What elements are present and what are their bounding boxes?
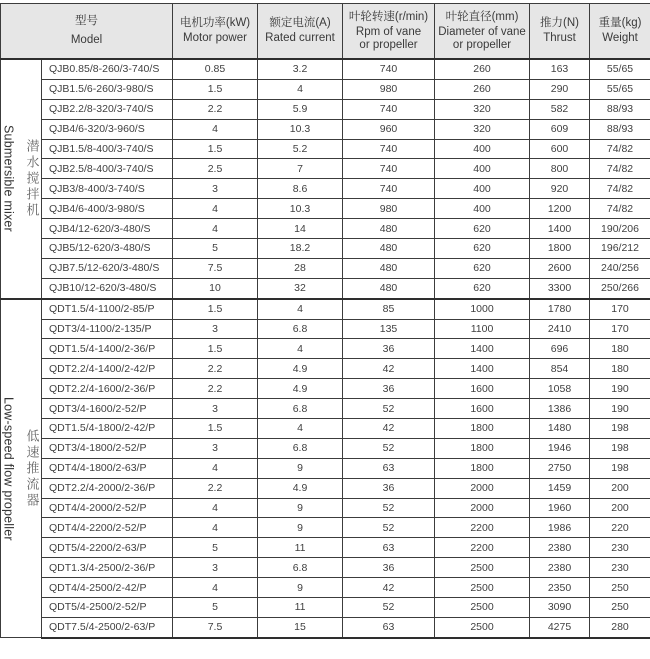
table-header [1, 4, 650, 60]
cell-model: QDT4/4-2500/2-42/P [42, 578, 173, 598]
cell-model: QDT1.5/4-1400/2-36/P [42, 339, 173, 359]
table-row [1, 278, 650, 298]
cell-rpm: 980 [343, 199, 435, 219]
cell-motor-power: 5 [173, 538, 258, 558]
table-row [1, 59, 650, 79]
cell-rpm: 36 [343, 558, 435, 578]
table-row [1, 179, 650, 199]
cell-weight: 198 [590, 419, 650, 439]
cell-model: QDT1.5/4-1100/2-85/P [42, 299, 173, 319]
cell-rpm: 480 [343, 258, 435, 278]
cell-motor-power: 0.85 [173, 59, 258, 79]
cell-weight: 180 [590, 359, 650, 379]
cell-motor-power: 2.5 [173, 159, 258, 179]
header-rpm [343, 4, 435, 60]
header-motor-power [173, 4, 258, 60]
cell-thrust: 2380 [530, 558, 590, 578]
table-row [1, 219, 650, 239]
cell-motor-power: 5 [173, 239, 258, 259]
table-row [1, 438, 650, 458]
cell-weight: 55/65 [590, 59, 650, 79]
header-motor-power-zh: 电机功率(kW) [179, 17, 251, 29]
cell-motor-power: 4 [173, 498, 258, 518]
cell-motor-power: 2.2 [173, 99, 258, 119]
cell-thrust: 1986 [530, 518, 590, 538]
cell-rpm: 52 [343, 399, 435, 419]
cell-diameter: 1400 [435, 339, 530, 359]
cell-model: QJB7.5/12-620/3-480/S [42, 258, 173, 278]
cell-motor-power: 2.2 [173, 359, 258, 379]
cell-rpm: 480 [343, 278, 435, 298]
cell-weight: 198 [590, 438, 650, 458]
cell-thrust: 854 [530, 359, 590, 379]
header-diameter [435, 4, 530, 60]
cell-model: QDT2.2/4-1600/2-36/P [42, 379, 173, 399]
cell-model: QJB4/6-320/3-960/S [42, 119, 173, 139]
cell-thrust: 1459 [530, 478, 590, 498]
cell-motor-power: 2.2 [173, 379, 258, 399]
cell-model: QDT4/4-2000/2-52/P [42, 498, 173, 518]
group-label-cell [1, 299, 42, 638]
table-row [1, 578, 650, 598]
group-name-zh: 低速推流器 [23, 428, 39, 509]
cell-thrust: 1960 [530, 498, 590, 518]
cell-rated-current: 6.8 [258, 438, 343, 458]
cell-diameter: 400 [435, 159, 530, 179]
cell-rpm: 480 [343, 219, 435, 239]
cell-weight: 198 [590, 458, 650, 478]
cell-diameter: 620 [435, 258, 530, 278]
cell-model: QDT5/4-2500/2-52/P [42, 598, 173, 618]
header-rpm-en2: or propeller [359, 38, 418, 51]
cell-model: QDT2.2/4-2000/2-36/P [42, 478, 173, 498]
cell-thrust: 3090 [530, 598, 590, 618]
cell-rated-current: 11 [258, 538, 343, 558]
header-diameter-zh: 叶轮直径(mm) [445, 10, 519, 23]
table-row [1, 99, 650, 119]
cell-motor-power: 1.5 [173, 139, 258, 159]
table-row [1, 458, 650, 478]
cell-model: QDT4/4-1800/2-63/P [42, 458, 173, 478]
cell-rated-current: 9 [258, 518, 343, 538]
cell-thrust: 600 [530, 139, 590, 159]
cell-diameter: 1800 [435, 458, 530, 478]
cell-diameter: 1100 [435, 319, 530, 339]
group-name-zh: 潜水搅拌机 [23, 138, 39, 219]
cell-motor-power: 3 [173, 438, 258, 458]
cell-model: QJB10/12-620/3-480/S [42, 278, 173, 298]
cell-diameter: 1800 [435, 438, 530, 458]
cell-weight: 88/93 [590, 99, 650, 119]
header-thrust [530, 4, 590, 60]
table-row [1, 119, 650, 139]
cell-rated-current: 9 [258, 458, 343, 478]
cell-rated-current: 4 [258, 79, 343, 99]
cell-rpm: 960 [343, 119, 435, 139]
cell-diameter: 2000 [435, 478, 530, 498]
group-label [1, 397, 41, 541]
cell-rpm: 52 [343, 438, 435, 458]
cell-diameter: 260 [435, 79, 530, 99]
table-row [1, 558, 650, 578]
cell-diameter: 1800 [435, 419, 530, 439]
cell-diameter: 400 [435, 139, 530, 159]
header-motor-power-en: Motor power [183, 32, 247, 44]
cell-weight: 250/266 [590, 278, 650, 298]
cell-weight: 74/82 [590, 199, 650, 219]
cell-rpm: 36 [343, 379, 435, 399]
cell-diameter: 400 [435, 179, 530, 199]
cell-motor-power: 1.5 [173, 299, 258, 319]
cell-weight: 180 [590, 339, 650, 359]
cell-rpm: 980 [343, 79, 435, 99]
cell-model: QDT2.2/4-1400/2-42/P [42, 359, 173, 379]
table-row [1, 299, 650, 319]
cell-rated-current: 5.9 [258, 99, 343, 119]
cell-motor-power: 10 [173, 278, 258, 298]
table-row [1, 399, 650, 419]
cell-weight: 88/93 [590, 119, 650, 139]
cell-thrust: 1200 [530, 199, 590, 219]
cell-rated-current: 4.9 [258, 359, 343, 379]
cell-diameter: 400 [435, 199, 530, 219]
cell-rated-current: 6.8 [258, 399, 343, 419]
cell-motor-power: 7.5 [173, 617, 258, 637]
cell-thrust: 2380 [530, 538, 590, 558]
cell-rpm: 740 [343, 59, 435, 79]
cell-rpm: 36 [343, 478, 435, 498]
cell-thrust: 2750 [530, 458, 590, 478]
cell-rated-current: 4 [258, 339, 343, 359]
cell-weight: 170 [590, 299, 650, 319]
cell-motor-power: 3 [173, 399, 258, 419]
cell-motor-power: 1.5 [173, 419, 258, 439]
cell-weight: 190 [590, 399, 650, 419]
header-rpm-en: Rpm of vane [355, 25, 422, 38]
cell-model: QJB2.5/8-400/3-740/S [42, 159, 173, 179]
cell-thrust: 1058 [530, 379, 590, 399]
cell-diameter: 2500 [435, 617, 530, 637]
table-body [1, 59, 650, 638]
cell-rpm: 740 [343, 99, 435, 119]
cell-rpm: 740 [343, 159, 435, 179]
table-row [1, 518, 650, 538]
cell-rated-current: 8.6 [258, 179, 343, 199]
header-model-en: Model [70, 34, 103, 46]
header-weight-en: Weight [602, 32, 638, 44]
cell-thrust: 1480 [530, 419, 590, 439]
cell-rpm: 42 [343, 359, 435, 379]
cell-rated-current: 15 [258, 617, 343, 637]
cell-diameter: 1600 [435, 379, 530, 399]
cell-model: QJB1.5/8-400/3-740/S [42, 139, 173, 159]
header-rated-current [258, 4, 343, 60]
cell-weight: 74/82 [590, 139, 650, 159]
cell-rated-current: 6.8 [258, 558, 343, 578]
cell-diameter: 2200 [435, 538, 530, 558]
table-row [1, 339, 650, 359]
cell-diameter: 2000 [435, 498, 530, 518]
cell-thrust: 3300 [530, 278, 590, 298]
cell-motor-power: 4 [173, 518, 258, 538]
cell-rated-current: 7 [258, 159, 343, 179]
cell-motor-power: 5 [173, 598, 258, 618]
cell-rated-current: 4 [258, 419, 343, 439]
table-row [1, 598, 650, 618]
header-rated-current-en: Rated current [265, 32, 335, 44]
table-row [1, 379, 650, 399]
cell-motor-power: 4 [173, 578, 258, 598]
cell-model: QJB1.5/6-260/3-980/S [42, 79, 173, 99]
table-row [1, 419, 650, 439]
cell-thrust: 609 [530, 119, 590, 139]
cell-model: QDT1.3/4-2500/2-36/P [42, 558, 173, 578]
cell-model: QDT3/4-1100/2-135/P [42, 319, 173, 339]
cell-model: QDT3/4-1600/2-52/P [42, 399, 173, 419]
header-weight-zh: 重量(kg) [598, 17, 642, 29]
cell-rated-current: 6.8 [258, 319, 343, 339]
cell-diameter: 1400 [435, 359, 530, 379]
header-rpm-zh: 叶轮转速(r/min) [348, 10, 429, 23]
cell-rated-current: 9 [258, 578, 343, 598]
cell-diameter: 2200 [435, 518, 530, 538]
cell-weight: 190 [590, 379, 650, 399]
cell-model: QDT4/4-2200/2-52/P [42, 518, 173, 538]
table-row [1, 478, 650, 498]
cell-rpm: 52 [343, 518, 435, 538]
cell-weight: 240/256 [590, 258, 650, 278]
cell-model: QJB0.85/8-260/3-740/S [42, 59, 173, 79]
cell-rpm: 42 [343, 419, 435, 439]
cell-thrust: 163 [530, 59, 590, 79]
cell-rpm: 135 [343, 319, 435, 339]
header-thrust-en: Thrust [543, 32, 576, 44]
cell-diameter: 620 [435, 219, 530, 239]
cell-weight: 190/206 [590, 219, 650, 239]
cell-rpm: 52 [343, 498, 435, 518]
header-diameter-en2: or propeller [452, 38, 512, 51]
cell-motor-power: 3 [173, 179, 258, 199]
cell-diameter: 1600 [435, 399, 530, 419]
cell-thrust: 1400 [530, 219, 590, 239]
cell-thrust: 1780 [530, 299, 590, 319]
cell-thrust: 4275 [530, 617, 590, 637]
cell-diameter: 620 [435, 239, 530, 259]
cell-motor-power: 4 [173, 458, 258, 478]
table-row [1, 538, 650, 558]
cell-diameter: 320 [435, 119, 530, 139]
group-name-en: Submersible mixer [1, 125, 16, 233]
cell-model: QDT1.5/4-1800/2-42/P [42, 419, 173, 439]
cell-weight: 230 [590, 538, 650, 558]
cell-rated-current: 4.9 [258, 478, 343, 498]
cell-thrust: 920 [530, 179, 590, 199]
cell-thrust: 2350 [530, 578, 590, 598]
cell-thrust: 2410 [530, 319, 590, 339]
cell-diameter: 1000 [435, 299, 530, 319]
cell-weight: 196/212 [590, 239, 650, 259]
cell-rated-current: 9 [258, 498, 343, 518]
cell-rpm: 480 [343, 239, 435, 259]
table-row [1, 258, 650, 278]
table-row [1, 239, 650, 259]
cell-rated-current: 28 [258, 258, 343, 278]
cell-thrust: 696 [530, 339, 590, 359]
cell-model: QJB3/8-400/3-740/S [42, 179, 173, 199]
cell-rpm: 42 [343, 578, 435, 598]
cell-rated-current: 4 [258, 299, 343, 319]
cell-weight: 200 [590, 478, 650, 498]
cell-model: QDT3/4-1800/2-52/P [42, 438, 173, 458]
cell-diameter: 260 [435, 59, 530, 79]
table-row [1, 359, 650, 379]
cell-thrust: 290 [530, 79, 590, 99]
cell-motor-power: 3 [173, 558, 258, 578]
cell-thrust: 1800 [530, 239, 590, 259]
cell-motor-power: 2.2 [173, 478, 258, 498]
cell-rated-current: 14 [258, 219, 343, 239]
table-row [1, 498, 650, 518]
cell-rpm: 740 [343, 139, 435, 159]
table-row [1, 617, 650, 637]
cell-rpm: 36 [343, 339, 435, 359]
cell-thrust: 1946 [530, 438, 590, 458]
cell-model: QJB4/12-620/3-480/S [42, 219, 173, 239]
cell-motor-power: 7.5 [173, 258, 258, 278]
cell-rpm: 63 [343, 617, 435, 637]
cell-motor-power: 4 [173, 199, 258, 219]
cell-motor-power: 1.5 [173, 79, 258, 99]
table-row [1, 139, 650, 159]
cell-rated-current: 4.9 [258, 379, 343, 399]
cell-model: QJB4/6-400/3-980/S [42, 199, 173, 219]
cell-weight: 200 [590, 498, 650, 518]
cell-thrust: 1386 [530, 399, 590, 419]
cell-diameter: 320 [435, 99, 530, 119]
cell-rated-current: 18.2 [258, 239, 343, 259]
header-thrust-zh: 推力(N) [540, 17, 579, 29]
cell-motor-power: 3 [173, 319, 258, 339]
cell-diameter: 2500 [435, 558, 530, 578]
cell-weight: 170 [590, 319, 650, 339]
header-weight [590, 4, 650, 60]
group-label-cell [1, 59, 42, 299]
cell-rpm: 63 [343, 538, 435, 558]
cell-model: QJB2.2/8-320/3-740/S [42, 99, 173, 119]
table-row [1, 159, 650, 179]
cell-model: QDT7.5/4-2500/2-63/P [42, 617, 173, 637]
cell-thrust: 2600 [530, 258, 590, 278]
group-label [1, 125, 41, 232]
table-row [1, 79, 650, 99]
cell-rated-current: 5.2 [258, 139, 343, 159]
cell-motor-power: 4 [173, 119, 258, 139]
cell-motor-power: 4 [173, 219, 258, 239]
header-model [1, 4, 173, 60]
spec-table [0, 3, 650, 639]
group-name-en: Low-speed flow propeller [1, 396, 16, 541]
header-diameter-en: Diameter of vane [438, 25, 526, 38]
cell-thrust: 800 [530, 159, 590, 179]
header-rated-current-zh: 额定电流(A) [269, 17, 331, 29]
table-row [1, 199, 650, 219]
cell-model: QJB5/12-620/3-480/S [42, 239, 173, 259]
cell-rpm: 740 [343, 179, 435, 199]
cell-model: QDT5/4-2200/2-63/P [42, 538, 173, 558]
cell-weight: 74/82 [590, 179, 650, 199]
cell-weight: 250 [590, 578, 650, 598]
cell-diameter: 2500 [435, 598, 530, 618]
cell-weight: 220 [590, 518, 650, 538]
cell-rated-current: 32 [258, 278, 343, 298]
cell-weight: 55/65 [590, 79, 650, 99]
cell-weight: 250 [590, 598, 650, 618]
cell-diameter: 2500 [435, 578, 530, 598]
header-model-zh: 型号 [75, 15, 98, 27]
table-row [1, 319, 650, 339]
cell-rated-current: 11 [258, 598, 343, 618]
cell-rated-current: 10.3 [258, 119, 343, 139]
cell-weight: 230 [590, 558, 650, 578]
cell-weight: 74/82 [590, 159, 650, 179]
cell-rated-current: 10.3 [258, 199, 343, 219]
cell-diameter: 620 [435, 278, 530, 298]
cell-weight: 280 [590, 617, 650, 637]
cell-thrust: 582 [530, 99, 590, 119]
cell-motor-power: 1.5 [173, 339, 258, 359]
cell-rpm: 63 [343, 458, 435, 478]
cell-rpm: 85 [343, 299, 435, 319]
cell-rated-current: 3.2 [258, 59, 343, 79]
cell-rpm: 52 [343, 598, 435, 618]
